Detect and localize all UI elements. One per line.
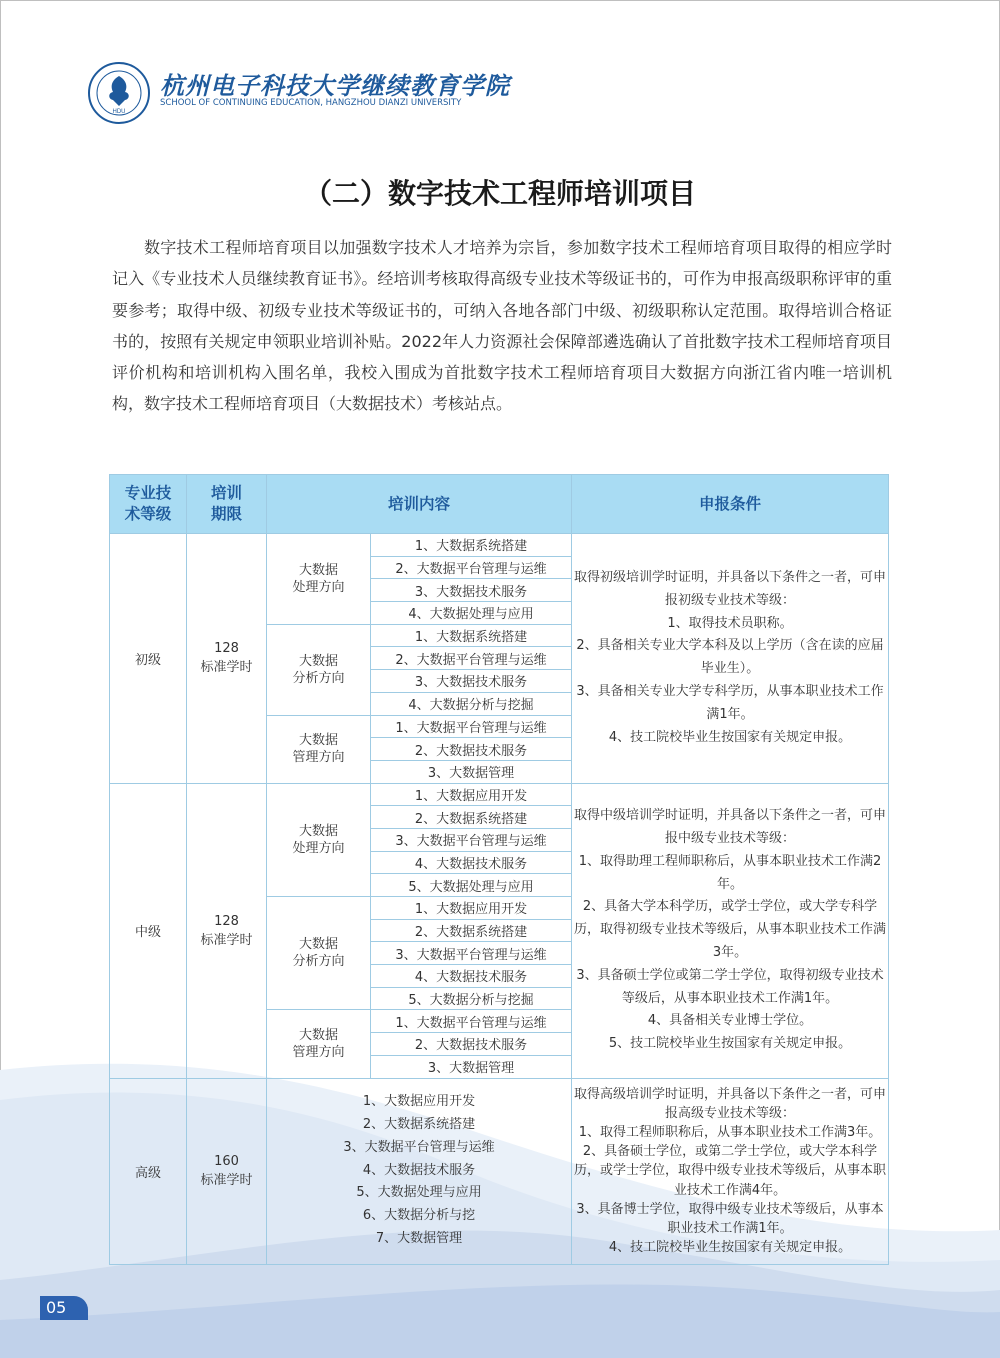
list-item: 2、大数据平台管理与运维 — [371, 647, 572, 670]
list-item: 4、大数据技术服务 — [371, 851, 572, 874]
training-table — [109, 474, 889, 1265]
table-header-row — [110, 475, 889, 534]
list-item: 1、大数据平台管理与运维 — [371, 1010, 572, 1033]
list-item: 1、大数据应用开发 — [371, 783, 572, 806]
list-item: 1、大数据系统搭建 — [371, 534, 572, 557]
direction-processing: 大数据 处理方向 — [267, 534, 371, 625]
header-level: 专业技 术等级 — [110, 475, 187, 534]
level-senior: 高级 — [110, 1078, 187, 1264]
header-period: 培训 期限 — [187, 475, 267, 534]
school-name-cn: 杭州电子科技大学继续教育学院 — [160, 71, 510, 100]
conditions-junior: 取得初级培训学时证明，并具备以下条件之一者，可申报初级专业技术等级： 1、取得技术员职称。 2、具备相关专业大学本科及以上学历（含在读的应届毕业生）。 3、具备相关专业大学专科学历，从事本职业技术工作满1年。 4、技工院校毕业生按国家有关规定申报。 — [572, 534, 889, 784]
list-item: 1、大数据应用开发 — [371, 897, 572, 920]
list-item: 2、大数据技术服务 — [371, 1033, 572, 1056]
list-item: 2、大数据系统搭建 — [371, 919, 572, 942]
section-title: （二）数字技术工程师培训项目 — [303, 177, 696, 210]
hours-intermediate: 128 标准学时 — [187, 783, 267, 1078]
direction-analysis: 大数据 分析方向 — [267, 897, 371, 1010]
page-number: 05 — [46, 1298, 67, 1317]
list-item: 4、大数据分析与挖掘 — [371, 692, 572, 715]
content-senior: 1、大数据应用开发 2、大数据系统搭建 3、大数据平台管理与运维 4、大数据技术服务 5、大数据处理与应用 6、大数据分析与挖 7、大数据管理 — [267, 1078, 572, 1264]
conditions-intermediate: 取得中级培训学时证明，并具备以下条件之一者，可申报中级专业技术等级： 1、取得助理工程师职称后，从事本职业技术工作满2年。 2、具备大学本科学历，或学士学位，或大学专科学历，取得初级专业技术等级后，从事本职业技术工作满3年。 3、具备硕士学位或第二学士学位，取得初级专业技术等级后，从事本职业技术工作满1年。 4、具备相关专业博士学位。 5、技工院校毕业生按国家有关规定申报。 — [572, 783, 889, 1078]
conditions-senior: 取得高级培训学时证明，并具备以下条件之一者，可申报高级专业技术等级： 1、取得工程师职称后，从事本职业技术工作满3年。 2、具备硕士学位，或第二学士学位，或大学本科学历，或学士学位，取得中级专业技术等级后，从事本职业技术工作满4年。 3、具备博士学位，取得中级专业技术等级后，从事本职业技术工作满1年。 4、技工院校毕业生按国家有关规定申报。 — [572, 1078, 889, 1264]
hours-junior: 128 标准学时 — [187, 534, 267, 784]
list-item: 2、大数据平台管理与运维 — [371, 556, 572, 579]
table-row — [110, 1078, 889, 1264]
list-item: 3、大数据平台管理与运维 — [371, 828, 572, 851]
intro-paragraph: 数字技术工程师培育项目以加强数字技术人才培养为宗旨，参加数字技术工程师培育项目取得的相应学时记入《专业技术人员继续教育证书》。经培训考核取得高级专业技术等级证书的，可作为申报高级职称评审的重要参考；取得中级、初级专业技术等级证书的，可纳入各地各部门中级、初级职称认定范围。取得培训合格证书的，按照有关规定申领职业培训补贴。2022年人力资源社会保障部遴选确认了首批数字技术工程师培育项目评价机构和培训机构入围名单，我校入围成为首批数字技术工程师培育项目大数据方向浙江省内唯一培训机构，数字技术工程师培育项目（大数据技术）考核站点。 — [112, 238, 892, 414]
header-conditions: 申报条件 — [572, 475, 889, 534]
list-item: 2、大数据系统搭建 — [371, 806, 572, 829]
list-item: 5、大数据处理与应用 — [371, 874, 572, 897]
header-content: 培训内容 — [267, 475, 572, 534]
table-row — [110, 783, 889, 806]
list-item: 3、大数据平台管理与运维 — [371, 942, 572, 965]
list-item: 1、大数据平台管理与运维 — [371, 715, 572, 738]
direction-management: 大数据 管理方向 — [267, 1010, 371, 1078]
list-item: 3、大数据技术服务 — [371, 670, 572, 693]
list-item: 4、大数据技术服务 — [371, 965, 572, 988]
hours-senior: 160 标准学时 — [187, 1078, 267, 1264]
direction-management: 大数据 管理方向 — [267, 715, 371, 783]
direction-processing: 大数据 处理方向 — [267, 783, 371, 896]
level-junior: 初级 — [110, 534, 187, 784]
table-row — [110, 534, 889, 557]
list-item: 3、大数据技术服务 — [371, 579, 572, 602]
list-item: 5、大数据分析与挖掘 — [371, 987, 572, 1010]
university-logo — [88, 62, 150, 124]
direction-analysis: 大数据 分析方向 — [267, 624, 371, 715]
school-name-en: SCHOOL OF CONTINUING EDUCATION, HANGZHOU DIANZI UNIVERSITY — [160, 98, 462, 108]
svg-text:HDU: HDU — [112, 109, 126, 115]
list-item: 2、大数据技术服务 — [371, 738, 572, 761]
level-intermediate: 中级 — [110, 783, 187, 1078]
list-item: 3、大数据管理 — [371, 1055, 572, 1078]
list-item: 1、大数据系统搭建 — [371, 624, 572, 647]
list-item: 3、大数据管理 — [371, 760, 572, 783]
list-item: 4、大数据处理与应用 — [371, 602, 572, 625]
